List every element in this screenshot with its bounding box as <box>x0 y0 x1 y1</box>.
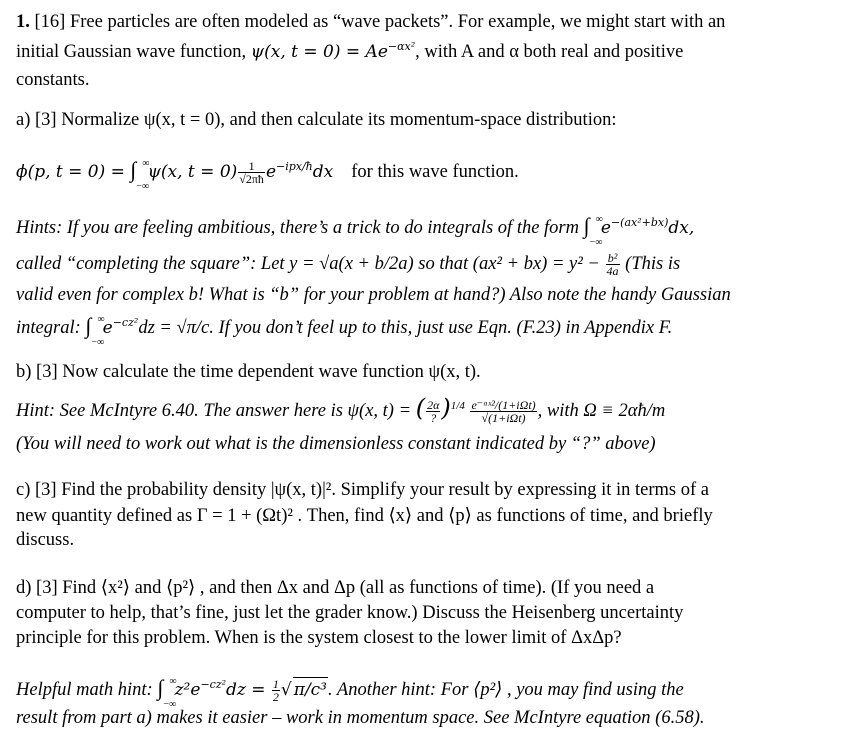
fraction-denominator: 2 <box>272 690 279 705</box>
part-a-line-1 <box>16 108 616 132</box>
part-a-hint-line-1 <box>16 213 695 248</box>
integral-sign: ∫ ∞ −∞ <box>584 214 590 238</box>
part-d-line-1 <box>16 576 654 600</box>
problem-intro-line-1 <box>16 10 725 34</box>
normalization-fraction <box>238 160 265 185</box>
problem-intro-line-3 <box>16 68 89 92</box>
paren-fraction <box>426 399 440 424</box>
exponential-base: e <box>265 162 276 182</box>
part-a-text: a) [3] Normalize ψ(x, t = 0), and then calculate its momentum-space distribution: <box>16 110 617 130</box>
exponential-exponent: −cz² <box>112 316 139 329</box>
hint-text: . Another hint: For ⟨p²⟩ , you may find using the <box>328 680 684 700</box>
hint-text: (This is <box>620 254 681 274</box>
integral-upper-limit: ∞ <box>595 214 603 225</box>
integral-sign: ∫ ∞ −∞ <box>130 158 136 182</box>
problem-intro-line-2 <box>16 40 683 64</box>
half-fraction <box>272 678 280 703</box>
initial-wavefunction: ψ(x, t = 0) = Ae <box>250 42 388 62</box>
initial-wavefunction-exponent: −αx² <box>387 40 416 53</box>
integral-lower-limit: −∞ <box>91 337 105 348</box>
part-c-line-1 <box>16 478 709 502</box>
integral-upper-limit: ∞ <box>97 314 105 325</box>
wavefunction-term: ψ(x, t = 0) <box>147 162 238 182</box>
part-b-line-1 <box>16 360 481 384</box>
differential: dx <box>312 162 334 182</box>
problem-number: 1. <box>16 12 30 32</box>
exponential-base: e <box>600 218 611 238</box>
integral-upper-limit: ∞ <box>169 676 177 687</box>
fraction-denominator: √(1+iΩt) <box>481 411 526 426</box>
fraction-numerator: b² <box>606 252 620 265</box>
completing-square-fraction <box>606 252 620 277</box>
part-b-text: b) [3] Now calculate the time dependent wave function ψ(x, t). <box>16 362 481 382</box>
part-b-hint <box>16 396 665 424</box>
fraction-denominator: 4a <box>606 264 619 279</box>
part-b-note <box>16 432 656 456</box>
part-a-hint-line-3 <box>16 283 731 307</box>
hint-text: valid even for complex b! What is “b” for your problem at hand?) Also note the handy Gaussian <box>16 285 731 305</box>
exponential-base: e <box>102 318 113 338</box>
part-a-formula <box>16 157 519 192</box>
hint-text: Helpful math hint: <box>16 680 158 700</box>
part-d-line-3 <box>16 626 622 650</box>
hint-text: Hint: See McIntyre 6.40. The answer here is ψ(x, t) = <box>16 401 416 421</box>
integral-sign: ∫ ∞ −∞ <box>157 676 163 700</box>
fraction-numerator: e⁻ᵅˣ²/(1+iΩt) <box>471 398 536 413</box>
differential: dx, <box>668 218 695 238</box>
part-c-text: c) [3] Find the probability density |ψ(x, t)|². Simplify your result by expressing it in terms of a <box>16 480 710 500</box>
momentum-distribution-lhs: ϕ(p, t = 0) = <box>16 162 131 182</box>
hint-text: integral: <box>16 318 86 338</box>
part-d-text: computer to help, that’s fine, just let the grader know.) Discuss the Heisenberg uncertainty <box>16 603 684 623</box>
part-d-line-2 <box>16 601 683 625</box>
intro-text: constants. <box>16 70 90 90</box>
fraction-numerator: 2α <box>427 398 440 413</box>
part-d-text: principle for this problem. When is the system closest to the lower limit of ΔxΔp? <box>16 628 622 648</box>
hint-text: result from part a) makes it easier – work in momentum space. See McIntyre equation (6.58). <box>16 708 705 728</box>
integral-sign: ∫ ∞ −∞ <box>85 314 91 338</box>
hint-text: called “completing the square”: Let y = √a(x + b/2a) so that (ax² + bx) = y² − <box>16 254 605 274</box>
integral-upper-limit: ∞ <box>142 158 150 169</box>
problem-intro-text: Free particles are often modeled as “wave packets”. For example, we might start with an <box>69 12 726 32</box>
part-c-text: new quantity defined as Γ = 1 + (Ωt)² . Then, find ⟨x⟩ and ⟨p⟩ as functions of time, and briefly <box>16 506 713 526</box>
paren-open: ( <box>415 394 426 422</box>
fraction-numerator: 1 <box>272 677 279 692</box>
fraction-denominator: ? <box>430 411 437 426</box>
integral-lower-limit: −∞ <box>589 237 603 248</box>
exponential-exponent: −cz² <box>200 678 227 691</box>
wavefunction-fraction <box>470 399 536 424</box>
problem-points: [16] <box>34 12 66 32</box>
integrand: z²e <box>174 680 201 700</box>
hint-text: , with Ω ≡ 2αħ/m <box>537 401 666 421</box>
part-d-hint-line-1 <box>16 675 684 710</box>
part-c-text: discuss. <box>16 530 75 550</box>
fraction-numerator: 1 <box>238 160 265 173</box>
part-a-hint-line-2 <box>16 252 680 277</box>
integral-lower-limit: −∞ <box>136 181 150 192</box>
sqrt-radicand: π/c³ <box>293 677 328 702</box>
part-c-line-2 <box>16 504 713 528</box>
part-d-hint-line-2 <box>16 706 704 730</box>
paren-exponent: 1/4 <box>450 400 465 412</box>
exponential-exponent: −ipx/ħ <box>276 160 313 173</box>
part-c-line-3 <box>16 528 74 552</box>
part-a-hint-line-4 <box>16 313 673 348</box>
note-text: (You will need to work out what is the dimensionless constant indicated by “?” above) <box>16 434 656 454</box>
fraction-denominator: √2πħ <box>239 172 264 187</box>
paren-close: ) <box>441 394 451 422</box>
integral-lower-limit: −∞ <box>163 699 177 710</box>
hint-text: Hints: If you are feeling ambitious, there’s a trick to do integrals of the form <box>16 218 584 238</box>
intro-text: initial Gaussian wave function, <box>16 42 251 62</box>
hint-text: dz = √π/c. If you don’t feel up to this, just use Eqn. (F.23) in Appendix F. <box>138 318 673 338</box>
integral-result-prefix: dz = <box>226 680 271 700</box>
intro-text: , with A and α both real and positive <box>415 42 684 62</box>
formula-trailing-text: for this wave function. <box>351 162 519 182</box>
part-d-text: d) [3] Find ⟨x²⟩ and ⟨p²⟩ , and then Δx and Δp (all as functions of time). (If you need a <box>16 578 655 598</box>
sqrt-sign: √ <box>280 680 292 700</box>
exponential-exponent: −(ax²+bx) <box>610 216 669 229</box>
